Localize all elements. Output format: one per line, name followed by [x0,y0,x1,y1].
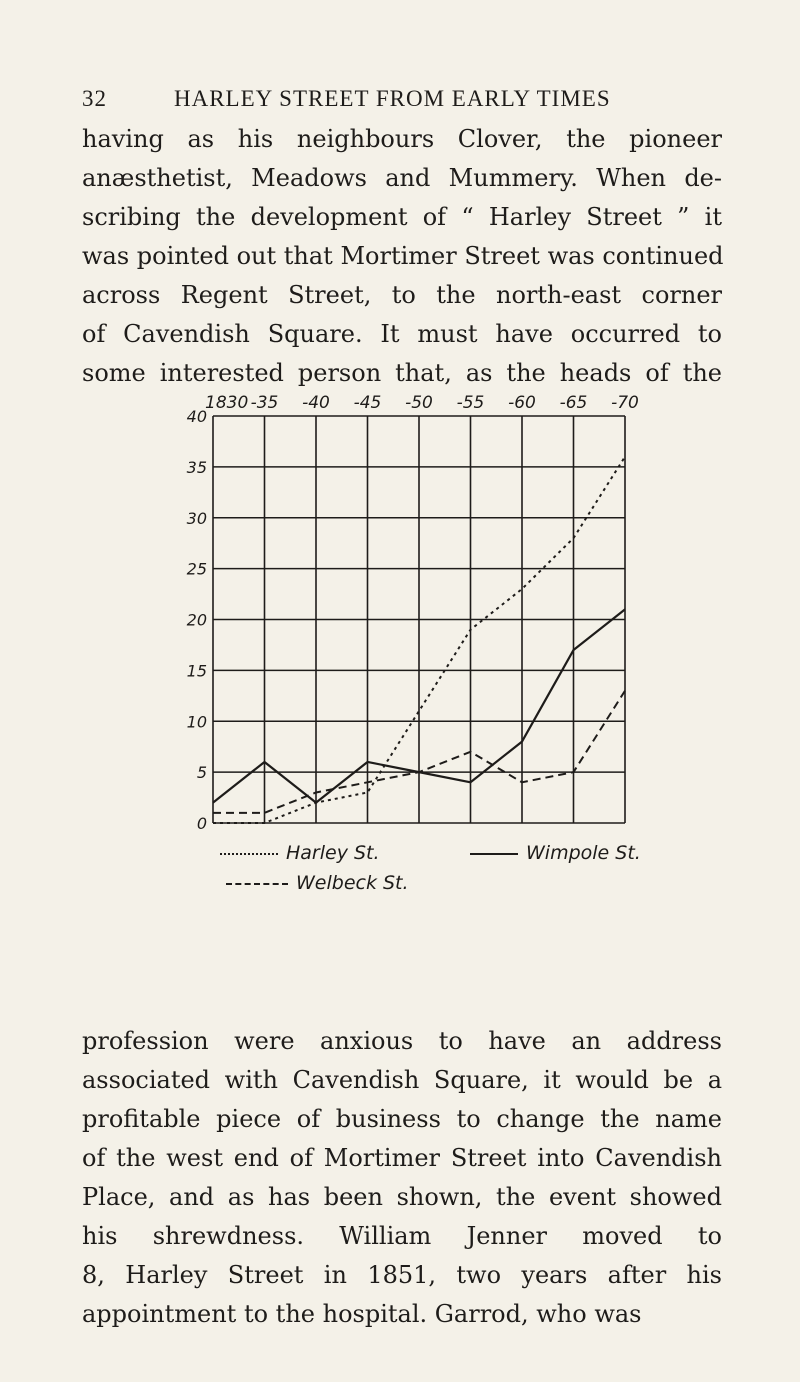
text-line: scribing the development of “ Harley Street ” it [82,203,722,231]
y-tick-label: 25 [186,559,207,579]
legend-dotted-swatch [220,853,278,855]
y-tick-label: 30 [186,508,207,528]
text-line: his shrewdness. William Jenner moved to [82,1222,722,1250]
street-residents-chart [160,388,640,878]
y-tick-label: 5 [196,763,207,783]
x-tick-label: -45 [353,393,382,413]
running-title: HARLEY STREET FROM EARLY TIMES [174,86,611,111]
text-line: 8, Harley Street in 1851, two years after his [82,1261,722,1289]
text-line: was pointed out that Mortimer Street was continued [82,242,724,270]
x-tick-label: -65 [559,393,588,413]
y-tick-label: 10 [186,712,207,732]
text-line: of the west end of Mortimer Street into Cavendish [82,1144,722,1172]
legend-harley [220,842,380,864]
legend-wimpole [470,842,641,864]
legend-label-wimpole: Wimpole St. [526,842,641,864]
text-line: of Cavendish Square. It must have occurred to [82,320,722,348]
y-tick-label: 0 [196,814,207,833]
y-tick-label: 20 [186,610,207,630]
chart-svg [160,388,640,848]
paragraph-2 [82,1022,722,1334]
text-line: across Regent Street, to the north-east corner [82,281,722,309]
x-tick-label: -60 [508,393,536,413]
text-line: some interested person that, as the heads of the [82,359,722,387]
x-tick-label: -55 [456,393,485,413]
x-tick-label: -70 [611,393,639,413]
paragraph-1 [82,120,722,393]
legend-welbeck [226,872,409,894]
y-tick-label: 40 [186,407,207,426]
y-tick-label: 15 [186,661,207,681]
legend-label-welbeck: Welbeck St. [296,872,409,894]
text-line: profitable piece of business to change the name [82,1105,722,1133]
x-tick-label: -50 [405,393,433,413]
legend-label-harley: Harley St. [286,842,380,864]
text-line: associated with Cavendish Square, it would be a [82,1066,722,1094]
x-tick-label: -35 [250,393,279,413]
text-line: appointment to the hospital. Garrod, who was [82,1300,642,1328]
legend-dashed-swatch [226,883,288,885]
x-tick-label: -40 [302,393,330,413]
y-tick-label: 35 [186,457,207,477]
text-line: Place, and as has been shown, the event showed [82,1183,722,1211]
text-line: profession were anxious to have an address [82,1027,722,1055]
page-number: 32 [82,86,107,111]
text-line: having as his neighbours Clover, the pioneer [82,125,722,153]
x-tick-label: 1830 [205,393,249,413]
page-header [82,86,722,120]
legend-solid-swatch [470,853,518,855]
text-line: anæsthetist, Meadows and Mummery. When de- [82,164,722,192]
